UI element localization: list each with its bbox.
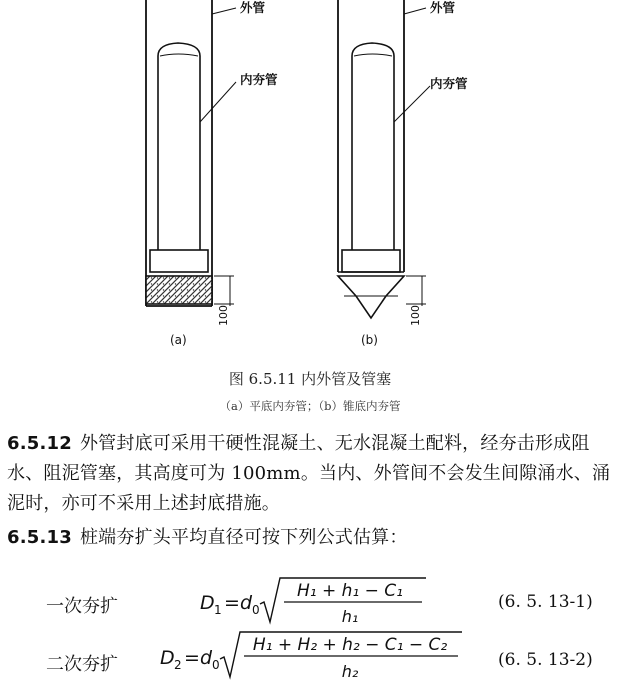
label-outer-b: 外管 bbox=[430, 0, 456, 15]
svg-text:D bbox=[160, 647, 175, 669]
inner-tube-a bbox=[158, 43, 200, 250]
formula-2-lhs-sub: 2 bbox=[174, 658, 182, 672]
inner-tube-b bbox=[352, 43, 394, 250]
clause-text: 桩端夯扩头平均直径可按下列公式估算： bbox=[79, 527, 408, 548]
formula-1 bbox=[200, 572, 460, 632]
svg-text:0 bbox=[252, 603, 260, 617]
svg-text:2 bbox=[174, 658, 182, 672]
panel-a-diagram bbox=[146, 0, 278, 347]
formula-1-denominator: h₁ bbox=[341, 607, 359, 626]
panel-b-diagram bbox=[338, 0, 468, 347]
svg-text:0 bbox=[212, 658, 220, 672]
formula-2-d-sub: 0 bbox=[212, 658, 220, 672]
dimension-a bbox=[214, 276, 234, 306]
svg-text:D bbox=[200, 592, 215, 614]
formula-1-numerator: H₁ + h₁ − C₁ bbox=[297, 581, 403, 601]
leader-inner-b bbox=[394, 86, 430, 122]
formula-2-d: d bbox=[200, 647, 213, 669]
clause-number: 6.5.12 bbox=[7, 433, 72, 454]
formula-1-lhs: D bbox=[200, 592, 215, 614]
inner-tube-base-a bbox=[150, 250, 208, 272]
svg-text:=: = bbox=[184, 647, 200, 669]
formula-1-lhs-sub: 1 bbox=[214, 603, 222, 617]
formula-2-numerator: H₁ + H₂ + h₂ − C₁ − C₂ bbox=[252, 635, 448, 655]
clause-text: 外管封底可采用干硬性混凝土、无水混凝土配料，经夯击形成阻水、阻泥管塞，其高度可为 100mm。当内、外管间不会发生间隙涌水、涌泥时，亦可不采用上述封底措施。 bbox=[7, 433, 611, 514]
figure-subtitle: （a）平底内夯管；（b）锥底内夯管 bbox=[219, 399, 401, 413]
cone-bottom-b bbox=[338, 272, 404, 318]
label-outer-a: 外管 bbox=[240, 0, 266, 15]
label-inner-b: 内夯管 bbox=[430, 76, 468, 91]
formula-1-name: 一次夯扩 bbox=[46, 596, 118, 617]
dim-label-b: 100 bbox=[409, 305, 422, 326]
svg-text:1 bbox=[214, 603, 222, 617]
clause-6-5-13 bbox=[7, 523, 615, 553]
clause-number: 6.5.13 bbox=[7, 527, 72, 548]
formula-1-d-sub: 0 bbox=[252, 603, 260, 617]
formula-1-number: (6. 5. 13-1) bbox=[498, 592, 593, 612]
panel-a-label: (a) bbox=[170, 333, 187, 347]
plug-a bbox=[146, 276, 212, 304]
formula-1-d: d bbox=[240, 592, 253, 614]
figure-title: 图 6.5.11 内外管及管塞 bbox=[228, 370, 392, 388]
clause-6-5-12 bbox=[7, 429, 615, 519]
formula-2-denominator: h₂ bbox=[341, 662, 359, 681]
dimension-b bbox=[406, 276, 426, 306]
label-inner-a: 内夯管 bbox=[240, 72, 278, 87]
leader-outer-b bbox=[404, 8, 426, 14]
svg-text:=: = bbox=[224, 592, 240, 614]
formula-2-number: (6. 5. 13-2) bbox=[498, 650, 593, 670]
dim-label-a: 100 bbox=[217, 305, 230, 326]
panel-b-label: (b) bbox=[361, 333, 378, 347]
inner-tube-base-b bbox=[342, 250, 400, 272]
leader-outer-a bbox=[212, 8, 236, 14]
formula-2-name: 二次夯扩 bbox=[46, 654, 118, 675]
formula-2-lhs: D bbox=[160, 647, 175, 669]
leader-inner-a bbox=[200, 82, 236, 122]
formula-2 bbox=[160, 626, 480, 686]
